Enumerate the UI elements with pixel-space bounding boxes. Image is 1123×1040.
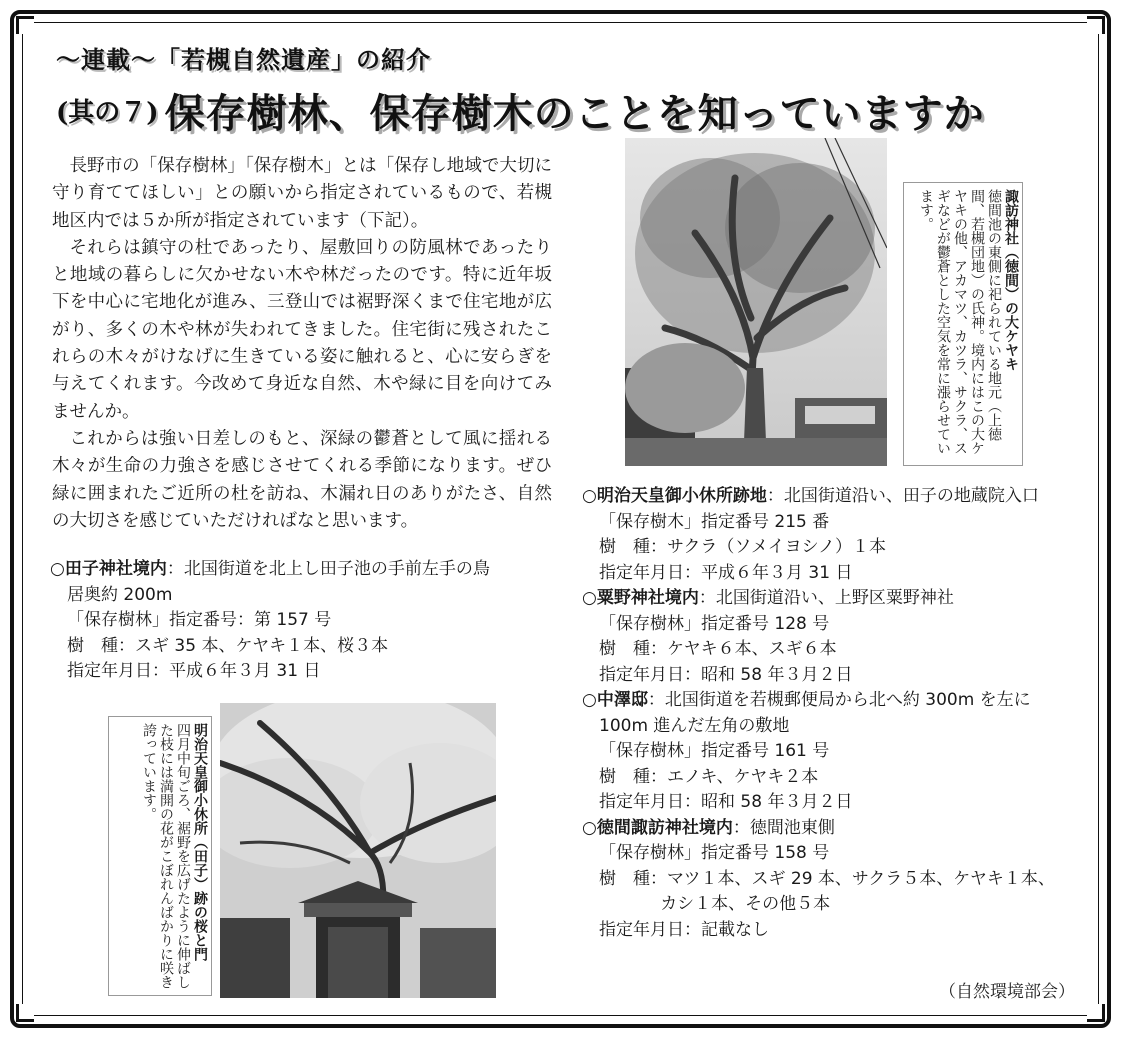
caption-text: 徳間池の東側に祀られている地元（上徳間、若槻団地）の氏神。境内にはこの大ケヤキの他、アカマツ、カツラ、サクラ、スギなどが鬱蒼とした空気を常に漲らせています。	[918, 189, 1002, 455]
article-headline	[56, 82, 985, 139]
caption-text: 四月中旬ごろ、裾野を広げたように伸ばした枝には満開の花がこぼれんばかりに咲き誇っています。	[141, 723, 191, 989]
site-list-left	[50, 557, 560, 685]
site-entry	[582, 484, 1092, 586]
body-paragraph: これからは強い日差しのもと、深緑の鬱蒼として風に揺れる木々が生命の力強さを感じさせてくれる季節になります。ぜひ緑に囲まれたご近所の杜を訪ね、木漏れ日のありがたさ、自然の大切さを感じていただければなと思います。	[52, 428, 552, 531]
author-credit: （自然環境部会）	[939, 982, 1075, 1002]
site-location-cont: 居奥約 200m	[67, 584, 173, 605]
site-designation: 「保存樹木」指定番号 215 番	[599, 511, 830, 532]
site-date: 指定年月日：平成６年３月 31 日	[67, 661, 321, 681]
site-name: ○明治天皇御小休所跡地	[582, 486, 767, 506]
site-name: ○中澤邸	[582, 690, 648, 710]
zelkova-photo-image	[625, 138, 887, 466]
caption-title: 明治天皇御小休所（田子）跡の桜と門	[192, 723, 208, 961]
cherry-gate-caption	[108, 716, 212, 996]
body-paragraph: それらは鎮守の杜であったり、屋敷回りの防風林であったりと地域の暮らしに欠かせない木や林だったのです。特に近年坂下を中心に宅地化が進み、三登山では裾野深くまで住宅地が広がり、多くの木や林が失われてきました。住宅街に残されたこれらの木々がけなげに生きている姿に触れると、心に安らぎを与えてくれます。今改めて身近な自然、木や緑に目を向けてみませんか。	[52, 237, 552, 422]
border-corner	[16, 16, 34, 34]
site-date: 指定年月日：記載なし	[599, 919, 769, 940]
site-location: ：北国街道を北上し田子池の手前左手の鳥	[166, 559, 490, 579]
site-species: 樹 種：ケヤキ６本、スギ６本	[599, 639, 837, 659]
site-date: 指定年月日：昭和 58 年３月２日	[599, 664, 853, 685]
site-entry	[582, 688, 1092, 816]
site-species-cont: カシ１本、その他５本	[660, 894, 831, 914]
site-designation: 「保存樹林」指定番号 128 号	[599, 613, 830, 634]
site-list-right	[582, 484, 1092, 943]
site-location: ：北国街道沿い、田子の地蔵院入口	[766, 486, 1039, 506]
zelkova-caption	[903, 182, 1023, 466]
border-corner	[1087, 1004, 1105, 1022]
site-species: 樹 種：マツ１本、スギ 29 本、サクラ５本、ケヤキ１本、	[599, 868, 1055, 889]
site-name: ○田子神社境内	[50, 559, 167, 579]
site-date: 指定年月日：平成６年３月 31 日	[599, 562, 853, 583]
article-title: 保存樹林、保存樹木のことを知っていますか	[164, 90, 985, 137]
site-entry	[582, 816, 1092, 944]
series-label: ～連載～「若槻自然遺産」の紹介	[56, 46, 431, 74]
site-name: ○徳間諏訪神社境内	[582, 817, 733, 838]
cherry-gate-photo-image	[220, 703, 496, 998]
site-location-cont: 100m 進んだ左角の敷地	[599, 715, 790, 736]
site-species: 樹 種：エノキ、ケヤキ２本	[599, 766, 819, 787]
site-designation: 「保存樹林」指定番号：第 157 号	[67, 610, 332, 630]
installment-number: (其の７)	[56, 98, 159, 128]
article-body	[52, 153, 552, 535]
border-corner	[16, 1004, 34, 1022]
site-entry	[582, 586, 1092, 688]
site-location: ：徳間池東側	[732, 817, 835, 838]
site-location: ：北国街道を若槻郵便局から北へ約 300m を左に	[647, 690, 1031, 710]
border-corner	[1087, 16, 1105, 34]
site-designation: 「保存樹林」指定番号 158 号	[599, 843, 830, 863]
caption-title: 諏訪神社（徳間）の大ケヤキ	[1003, 189, 1019, 371]
body-paragraph: 長野市の「保存樹林」「保存樹木」とは「保存し地域で大切に守り育ててほしい」との願いから指定されているもので、若槻地区内では５か所が指定されています（下記）。	[52, 156, 552, 231]
site-location: ：北国街道沿い、上野区粟野神社	[698, 588, 954, 608]
zelkova-photo	[625, 138, 887, 466]
site-species: 樹 種：サクラ（ソメイヨシノ）１本	[599, 537, 886, 557]
site-date: 指定年月日：昭和 58 年３月２日	[599, 792, 853, 812]
site-species: 樹 種：スギ 35 本、ケヤキ１本、桜３本	[67, 635, 389, 656]
site-name: ○粟野神社境内	[582, 588, 699, 608]
cherry-gate-photo	[220, 703, 496, 998]
site-entry	[50, 557, 560, 685]
site-designation: 「保存樹林」指定番号 161 号	[599, 741, 830, 761]
